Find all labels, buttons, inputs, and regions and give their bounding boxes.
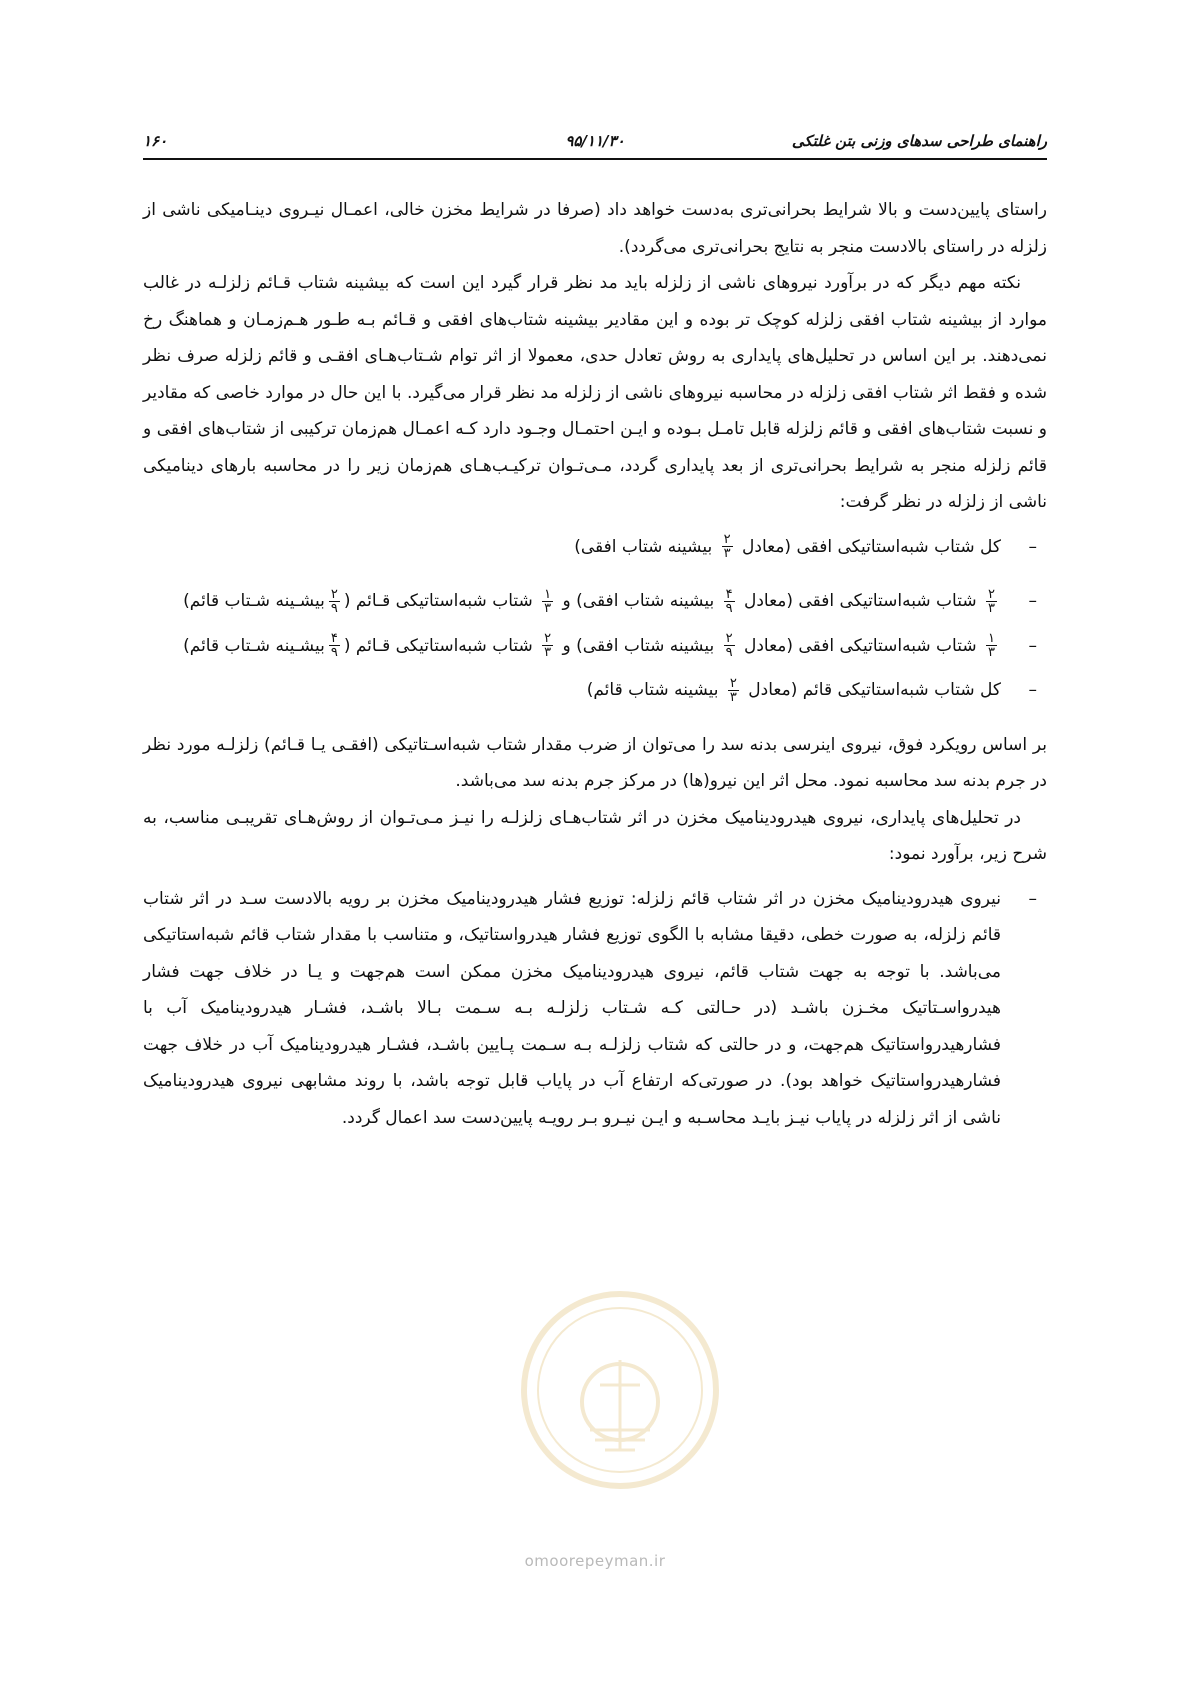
list-dash: – bbox=[1028, 591, 1037, 611]
fraction: $\frac{۲}{۹}$ bbox=[330, 586, 338, 616]
fraction: $\frac{۱}{۳}$ bbox=[988, 631, 995, 660]
hydrodynamic-list bbox=[143, 881, 1047, 1137]
fraction: $\frac{۲}{۳}$ bbox=[544, 631, 552, 660]
fraction: $\frac{۴}{۹}$ bbox=[725, 586, 733, 616]
fraction: $\frac{۲}{۳}$ bbox=[729, 675, 737, 705]
list-item: – کل شتاب شبه‌استاتیکی افقی (معادل $\frac{۲}{۳}$ بیشینه شتاب افقی) bbox=[143, 529, 1047, 566]
page-header bbox=[143, 124, 1047, 160]
list-item: – نیروی هیدرودینامیک مخزن در اثر شتاب قائم زلزله: توزیع فشار هیدرودینامیک مخزن بر رویه بالادست سـد در اثر شتاب قائم زلزله، به صورت خطی، دقیقا مشابه با الگوی توزیع فشار هیدرواستاتیک، و متناسب با مقدار شتاب قائم شبه‌استاتیکی می‌باشد. با توجه به جهت شتاب قائم، نیروی هیدرودینامیک مخزن ممکن است هم‌جهت و یـا در خلاف جهت فشار هیدرواسـتاتیک مخـزن باشـد (در حـالتی کـه شـتاب زلزلـه بـه سـمت بـالا باشـد، فشـار هیدرودینامیک آب با فشارهیدرواستاتیک هم‌جهت، و در حالتی که شتاب زلزلـه بـه سـمت پـایین باشـد، فشـار هیدرودینامیک آب در خلاف جهت فشارهیدرواستاتیک خواهد بود). در صورتی‌که ارتفاع آب در پایاب قابل توجه باشد، با روند مشابهی نیروی هیدرودینامیک ناشی از اثر زلزله در پایاب نیـز بایـد محاسـبه و ایـن نیـرو بـر رویـه پایین‌دست سد اعمال گردد. bbox=[143, 881, 1047, 1137]
list-dash: – bbox=[1028, 536, 1037, 557]
page-body bbox=[143, 192, 1047, 1154]
book-title: راهنمای طراحی سدهای وزنی بتن غلتکی bbox=[791, 132, 1047, 150]
watermark-seal-icon bbox=[520, 1290, 720, 1490]
combination-list bbox=[143, 529, 1047, 709]
paragraph-seismic-note: نکته مهم دیگر که در برآورد نیروهای ناشی از زلزله باید مد نظر قرار گیرد این است که بیشینه شتاب قـائم زلزلـه در غالب موارد از بیشینه شتاب افقی زلزله کوچک تر بوده و این مقادیر بیشینه شتاب‌های افقی و قـائم بـه طـور هـم‌زمـان و هماهنگ رخ نمی‌دهند. بر این اساس در تحلیل‌های پایداری به روش تعادل حدی، معمولا از اثر توام شـتاب‌هـای افقـی و قائم زلزله صرف نظر شده و فقط اثر شتاب افقی زلزله در محاسبه نیروهای ناشی از زلزله مد نظر قرار می‌گیرد. با این حال در موارد خاصی که مقادیر و نسبت شتاب‌های افقی و قائم زلزله قابل تامـل بـوده و ایـن احتمـال وجـود دارد کـه اعمـال هم‌زمان ترکیبی از شتاب‌های افقی و قائم زلزله منجر به شرایط بحرانی‌تری از بعد پایداری گردد، مـی‌تـوان ترکیـب‌هـای هم‌زمان زیر را در محاسبه بارهای دینامیکی ناشی از زلزله در نظر گرفت: bbox=[143, 273, 1047, 512]
list-item: – $\frac{۱}{۳}$ شتاب شبه‌استاتیکی افقی (معادل $\frac{۲}{۹}$ بیشینه شتاب افقی) و $\frac{۲}{۳}$ شتاب شبه‌استاتیکی قـائم ( $\frac{۴}{۹}$ بیشـینه شـتاب قائم) bbox=[143, 628, 1047, 665]
list-item: – $\frac{۲}{۳}$ شتاب شبه‌استاتیکی افقی (معادل $\frac{۴}{۹}$ بیشینه شتاب افقی) و $\frac{۱}{۳}$ شتاب شبه‌استاتیکی قـائم ( $\frac{۲}{۹}$ بیشـینه شـتاب قائم) bbox=[143, 583, 1047, 620]
list-dash: – bbox=[1028, 888, 1037, 909]
page-number: ۱۶۰ bbox=[143, 132, 168, 150]
fraction: $\frac{۲}{۳}$ bbox=[723, 532, 731, 561]
list-dash: – bbox=[1028, 635, 1037, 656]
paragraph-continuation: راستای پایین‌دست و بالا شرایط بحرانی‌تری به‌دست خواهد داد (صرفا در شرایط مخزن خالی، اعمـال نیـروی دینـامیکی ناشی از زلزله در راستای بالادست منجر به نتایج بحرانی‌تری می‌گردد). bbox=[143, 200, 1047, 257]
paragraph-inertia: بر اساس رویکرد فوق، نیروی اینرسی بدنه سد را می‌توان از ضرب مقدار شتاب شبه‌اسـتاتیکی (افقـی یـا قـائم) زلزلـه مورد نظر در جرم بدنه سد محاسبه نمود. محل اثر این نیرو(ها) در مرکز جرم بدنه سد می‌باشد. bbox=[143, 734, 1047, 791]
header-date: ۹۵/۱۱/۳۰ bbox=[565, 132, 625, 150]
fraction: $\frac{۴}{۹}$ bbox=[330, 631, 338, 660]
watermark-site: omoorepeyman.ir bbox=[524, 1552, 666, 1570]
fraction: $\frac{۲}{۳}$ bbox=[988, 586, 995, 616]
list-item: – کل شتاب شبه‌استاتیکی قائم (معادل $\frac{۲}{۳}$ بیشینه شتاب قائم) bbox=[143, 672, 1047, 709]
paragraph-hydrodynamic-intro: در تحلیل‌های پایداری، نیروی هیدرودینامیک مخزن در اثر شتاب‌هـای زلزلـه را نیـز مـی‌تـوان از روش‌هـای تقریبـی مناسب، به شرح زیر، برآورد نمود: bbox=[143, 807, 1047, 864]
fraction: $\frac{۱}{۳}$ bbox=[544, 586, 552, 616]
fraction: $\frac{۲}{۹}$ bbox=[725, 631, 733, 660]
list-dash: – bbox=[1028, 680, 1037, 700]
